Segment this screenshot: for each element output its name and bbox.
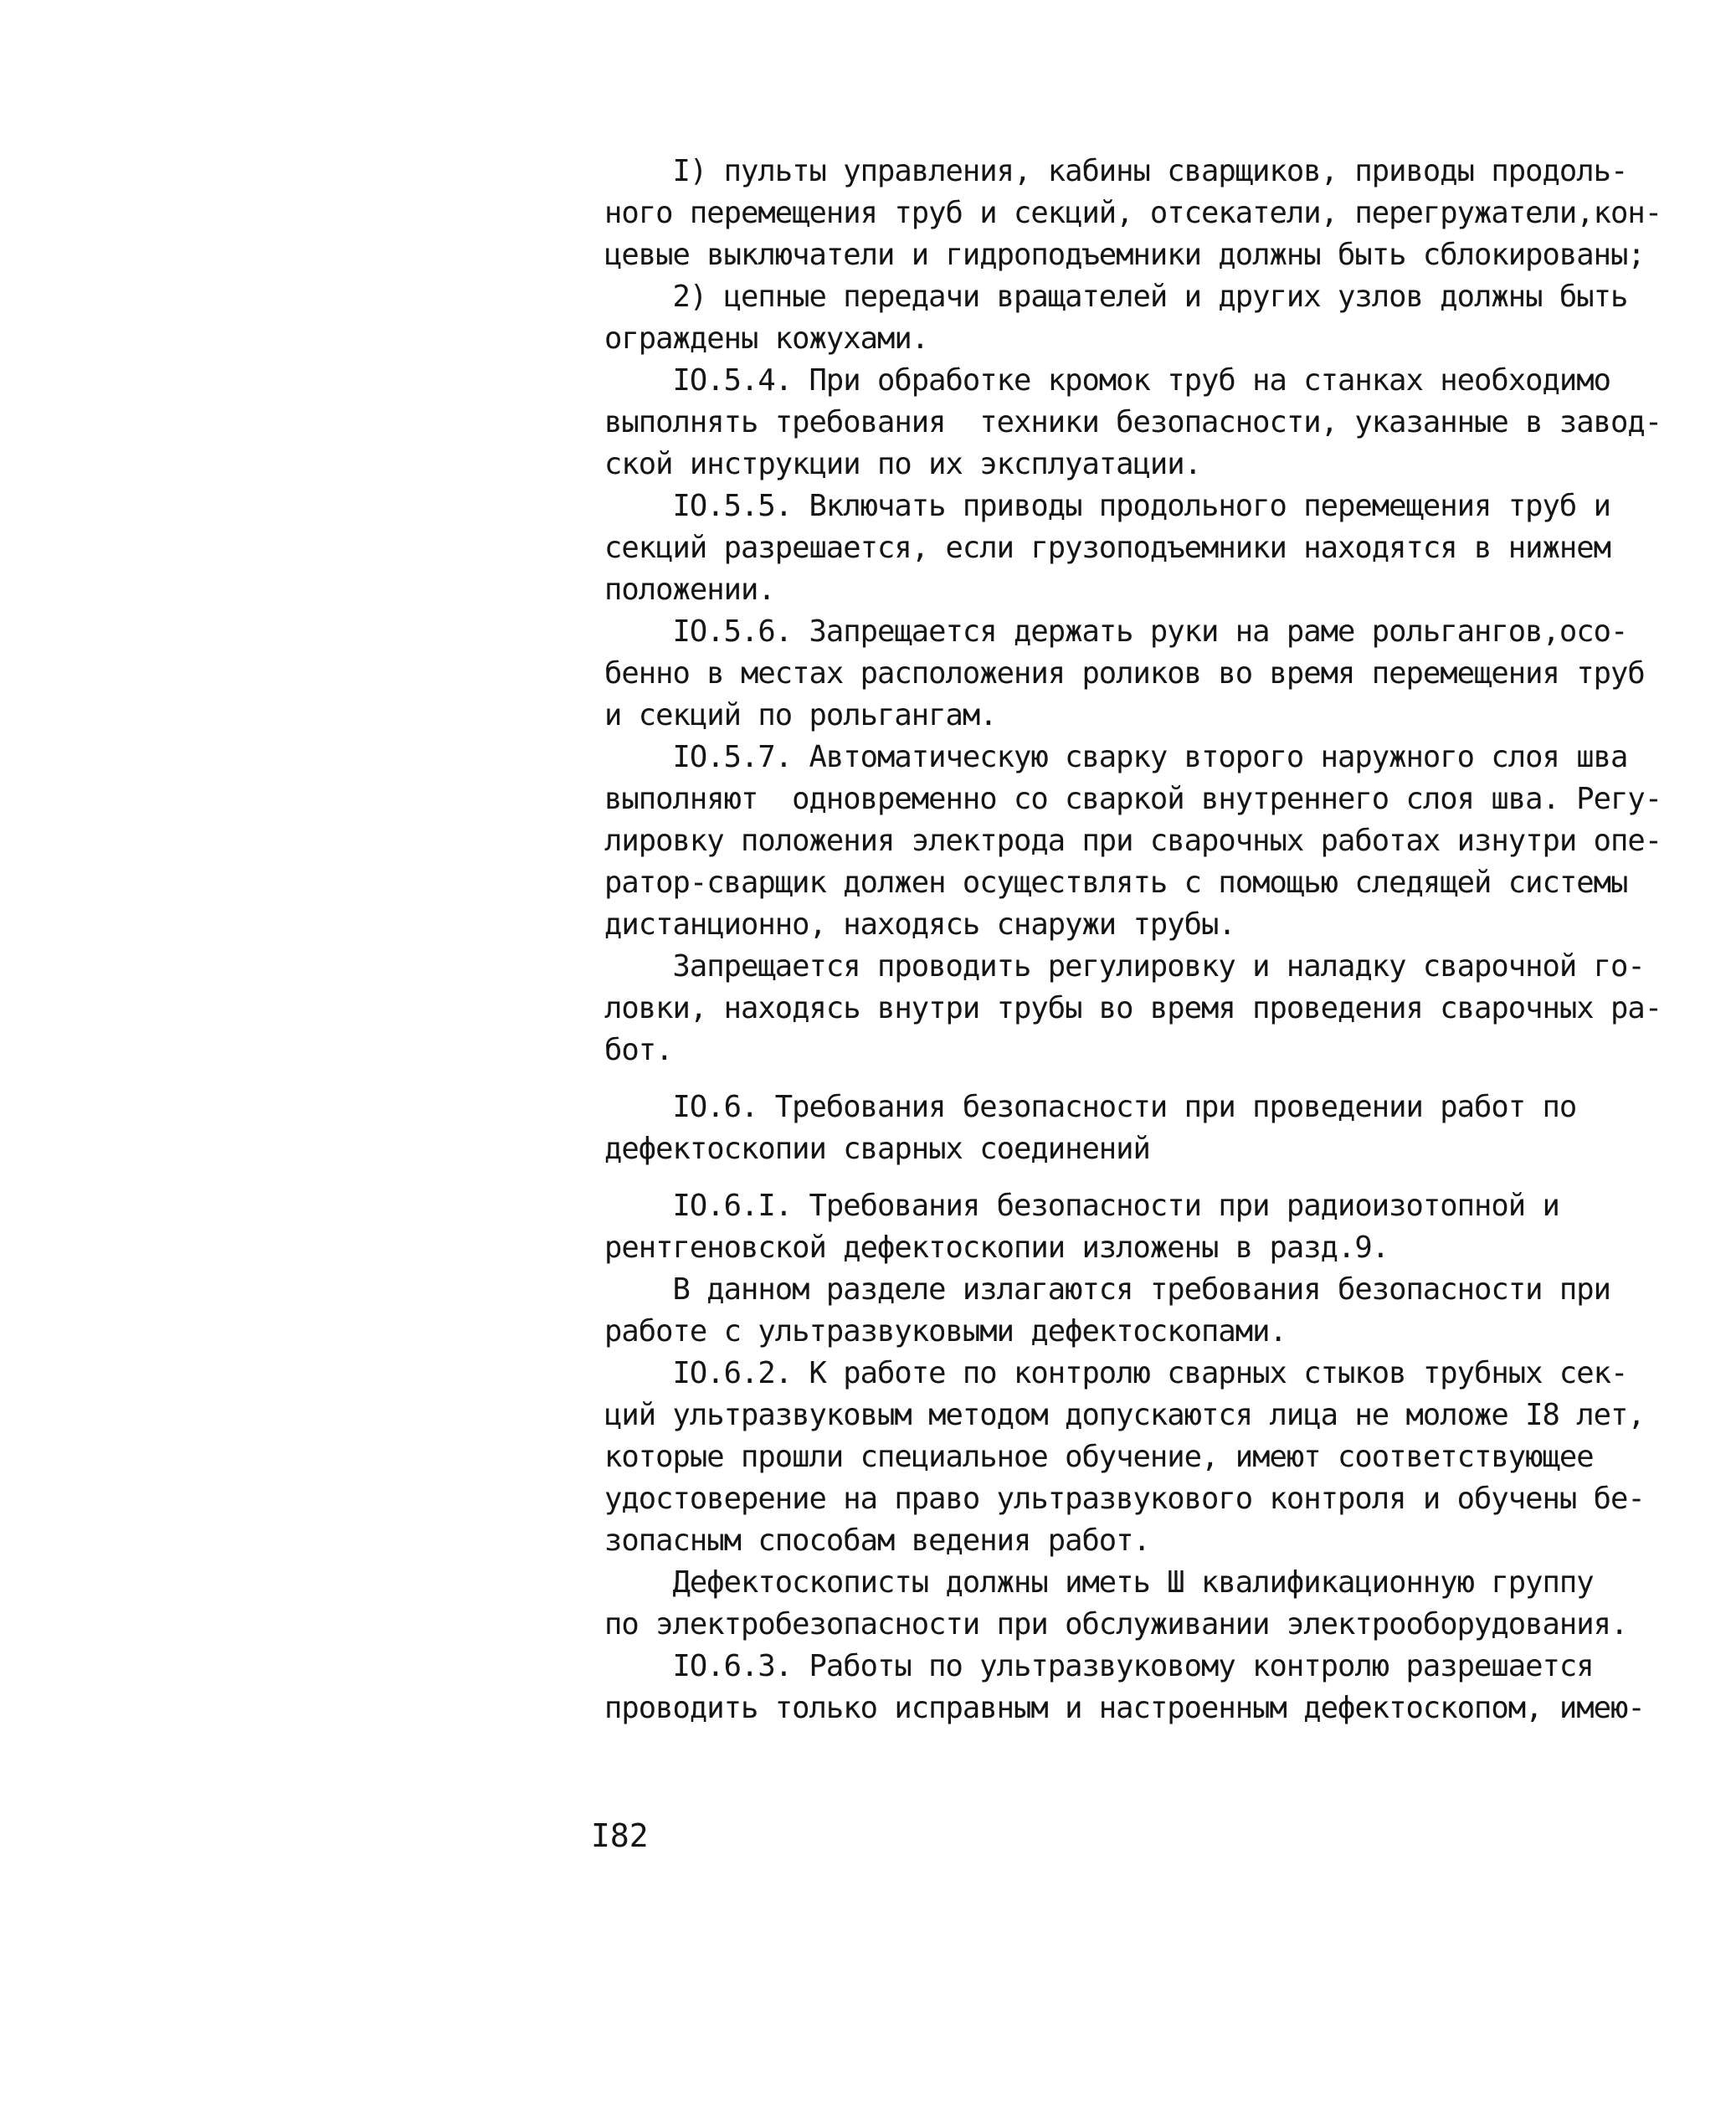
text-line: положении.	[604, 573, 775, 607]
text-line: и секций по рольгангам.	[604, 698, 997, 732]
paragraph-gap	[604, 1170, 1667, 1185]
text-line: по электробезопасности при обслуживании электрооборудования.	[604, 1607, 1628, 1642]
text-line: IO.6.I. Требования безопасности при радиоизотопной и	[604, 1189, 1559, 1223]
text-line: ловки, находясь внутри трубы во время проведения сварочных ра-	[604, 991, 1662, 1025]
text-line: дистанционно, находясь снаружи трубы.	[604, 907, 1235, 942]
text-line: IO.5.6. Запрещается держать руки на раме рольгангов,осо-	[604, 614, 1628, 649]
text-line: бот.	[604, 1033, 673, 1067]
text-line: IO.6.2. К работе по контролю сварных стыков трубных сек-	[604, 1356, 1628, 1390]
text-line: работе с ультразвуковыми дефектоскопами.	[604, 1314, 1287, 1349]
text-line: IO.5.4. При обработке кромок труб на станках необходимо	[604, 363, 1610, 398]
paragraph-gap	[604, 1071, 1667, 1087]
text-line: лировку положения электрода при сварочных работах изнутри опе-	[604, 824, 1662, 858]
text-line: которые прошли специальное обучение, имеют соответствующее	[604, 1440, 1594, 1474]
text-line: удостоверение на право ультразвукового контроля и обучены бе-	[604, 1482, 1645, 1516]
text-line: IO.6.3. Работы по ультразвуковому контролю разрешается	[604, 1649, 1594, 1683]
text-line: Запрещается проводить регулировку и наладку сварочной го-	[604, 949, 1645, 984]
text-line: ограждены кожухами.	[604, 321, 929, 356]
text-line: цевые выключатели и гидроподъемники должны быть сблокированы;	[604, 238, 1645, 272]
text-line: ратор-сварщик должен осуществлять с помощью следящей системы	[604, 866, 1628, 900]
text-line: I) пульты управления, кабины сварщиков, приводы продоль-	[604, 154, 1628, 188]
text-line: бенно в местах расположения роликов во время перемещения труб	[604, 656, 1645, 691]
section-heading: IO.6. Требования безопасности при проведении работ по	[604, 1090, 1577, 1124]
text-line: Дефектоскописты должны иметь Ш квалификационную группу	[604, 1565, 1594, 1600]
text-line: выполнять требования техники безопасности, указанные в завод-	[604, 405, 1662, 439]
text-line: ций ультразвуковым методом допускаются лица не моложе I8 лет,	[604, 1398, 1645, 1432]
text-line: ного перемещения труб и секций, отсекатели, перегружатели,кон-	[604, 196, 1662, 230]
text-line: рентгеновской дефектоскопии изложены в разд.9.	[604, 1231, 1389, 1265]
text-line: секций разрешается, если грузоподъемники находятся в нижнем	[604, 531, 1610, 565]
body-text	[604, 151, 1667, 1729]
text-line: IO.5.5. Включать приводы продольного перемещения труб и	[604, 489, 1610, 523]
text-line: выполняют одновременно со сваркой внутреннего слоя шва. Регу-	[604, 782, 1662, 816]
text-line: IO.5.7. Автоматическую сварку второго наружного слоя шва	[604, 740, 1628, 774]
text-line: проводить только исправным и настроенным дефектоскопом, имею-	[604, 1691, 1645, 1725]
text-line: ской инструкции по их эксплуатации.	[604, 447, 1202, 481]
text-line: 2) цепные передачи вращателей и других узлов должны быть	[604, 280, 1628, 314]
text-line: В данном разделе излагаются требования безопасности при	[604, 1272, 1610, 1307]
text-line: зопасным способам ведения работ.	[604, 1523, 1150, 1558]
section-heading: дефектоскопии сварных соединений	[604, 1132, 1150, 1166]
page-number: I82	[591, 1817, 649, 1854]
